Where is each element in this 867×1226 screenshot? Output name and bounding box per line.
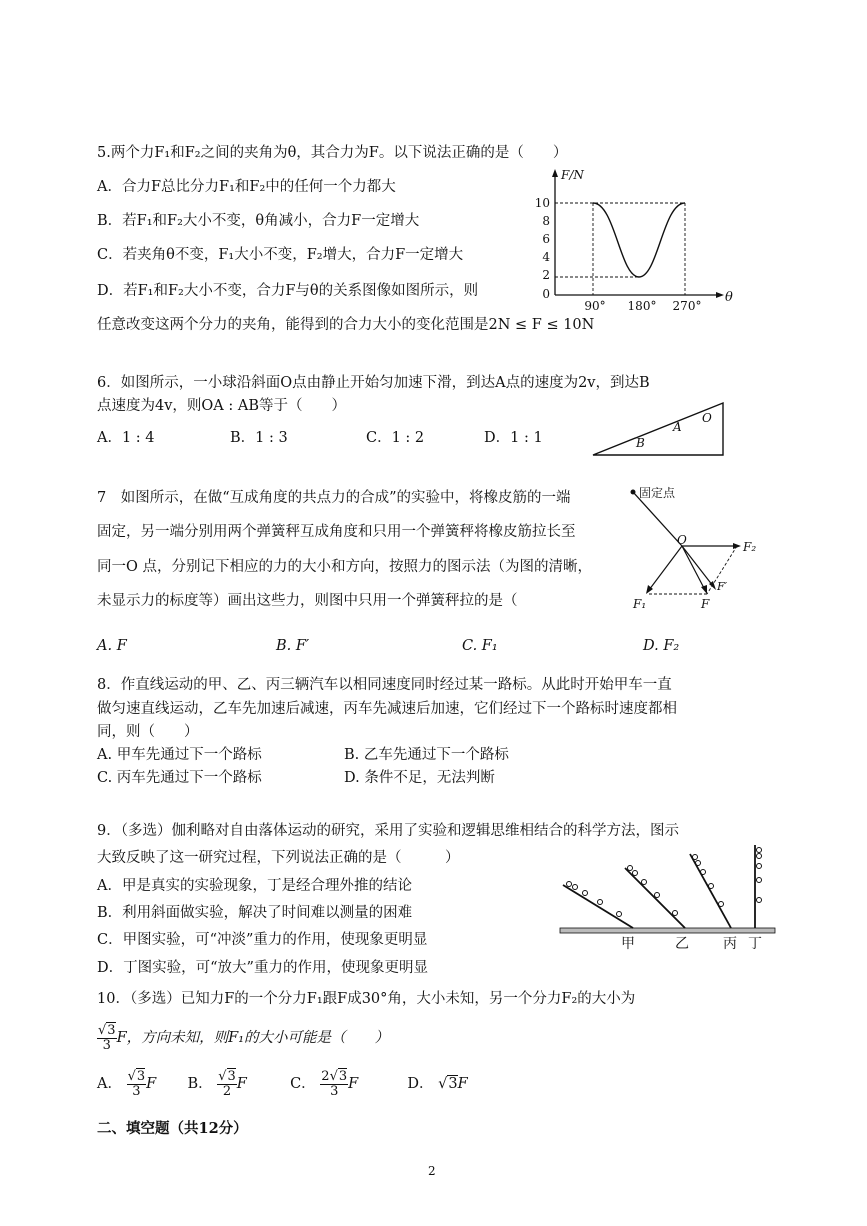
q10-option-a-label: A． bbox=[97, 1076, 122, 1093]
q7-line2: 固定，另一端分别用两个弹簧秤互成角度和只用一个弹簧秤将橡皮筋拉长至 bbox=[97, 524, 576, 540]
q6-option-b: B．1 : 3 bbox=[230, 430, 288, 446]
label-o: O bbox=[677, 533, 687, 547]
q7-force-diagram bbox=[625, 482, 765, 622]
q8-option-a: A. 甲车先通过下一个路标 bbox=[97, 747, 262, 763]
label-yi: 乙 bbox=[675, 936, 689, 952]
q8-option-c: C. 丙车先通过下一个路标 bbox=[97, 770, 262, 786]
q10-line2 bbox=[97, 1024, 389, 1052]
label-f: F bbox=[701, 597, 710, 611]
section-2-title: 二、填空题（共12分） bbox=[97, 1120, 248, 1137]
q7-option-c: C. F₁ bbox=[462, 638, 498, 654]
q7-line4: 未显示力的标度等）画出这些力，则图中只用一个弹簧秤拉的是（ bbox=[97, 593, 518, 609]
y-tick: 10 bbox=[534, 196, 550, 210]
page-number: 2 bbox=[428, 1164, 436, 1178]
q5-graph-xlabel: θ bbox=[725, 290, 733, 305]
y-tick: 6 bbox=[542, 232, 550, 246]
q6-option-a: A．1 : 4 bbox=[97, 430, 155, 446]
q10-options: A． $\frac{√3}{3}$ F B． $\frac{√3}{2}$ F C． $\frac{2√3}{3}$ F D． √3F bbox=[97, 1069, 468, 1099]
x-tick: 180° bbox=[627, 299, 657, 313]
label-jia: 甲 bbox=[621, 936, 635, 952]
q10-option-c-label: C． bbox=[290, 1076, 316, 1093]
q5-stem: 5.两个力F₁和F₂之间的夹角为θ，其合力为F。以下说法正确的是（ ） bbox=[97, 145, 568, 161]
q10-option-b-label: B． bbox=[187, 1076, 213, 1093]
q5-graph-ylabel: F/N bbox=[561, 168, 584, 182]
q10-fraction: $\frac{√3}{3}$ bbox=[98, 1023, 116, 1053]
q5-option-d: D．若F₁和F₂大小不变，合力F与θ的关系图像如图所示，则 bbox=[97, 283, 479, 299]
y-tick: 0 bbox=[542, 287, 550, 301]
q8-option-b: B. 乙车先通过下一个路标 bbox=[344, 747, 509, 763]
q6-incline bbox=[590, 400, 730, 460]
label-bing: 丙 bbox=[723, 936, 737, 952]
q5-option-a: A．合力F总比分力F₁和F₂中的任何一个力都大 bbox=[97, 179, 396, 195]
label-o: O bbox=[702, 411, 712, 425]
x-tick: 90° bbox=[584, 299, 606, 313]
q9-line1: 9．（多选）伽利略对自由落体运动的研究，采用了实验和逻辑思维相结合的科学方法，图示 bbox=[97, 823, 679, 839]
q5-curve bbox=[593, 203, 685, 277]
q5-option-d-cont: 任意改变这两个分力的夹角，能得到的合力大小的变化范围是2N ≤ F ≤ 10N bbox=[97, 317, 595, 333]
q10-line2-text: F，方向未知，则F₁的大小可能是（ ） bbox=[116, 1030, 390, 1047]
q9-galileo-diagram bbox=[555, 840, 780, 955]
q6-line2: 点速度为4v，则OA : AB等于（ ） bbox=[97, 398, 347, 414]
q5-option-c: C．若夹角θ不变，F₁大小不变，F₂增大，合力F一定增大 bbox=[97, 247, 464, 263]
label-b: B bbox=[636, 436, 645, 450]
q9-option-b: B．利用斜面做实验，解决了时间难以测量的困难 bbox=[97, 905, 413, 921]
label-ding: 丁 bbox=[748, 936, 762, 952]
q10-line1: 10．（多选）已知力F的一个分力F₁跟F成30°角，大小未知，另一个分力F₂的大小为 bbox=[97, 991, 636, 1007]
label-f1: F₁ bbox=[633, 597, 647, 611]
q5-option-b: B．若F₁和F₂大小不变，θ角减小，合力F一定增大 bbox=[97, 213, 420, 229]
fixed-point-label: 固定点 bbox=[639, 486, 676, 500]
label-f2: F₂ bbox=[743, 540, 757, 554]
q8-option-d: D. 条件不足，无法判断 bbox=[344, 770, 495, 786]
q7-line1: 7 如图所示，在做“互成角度的共点力的合成”的实验中，将橡皮筋的一端 bbox=[97, 490, 571, 506]
q6-option-c: C．1 : 2 bbox=[366, 430, 425, 446]
label-fprime: F′ bbox=[717, 580, 728, 593]
q7-line3: 同一O 点，分别记下相应的力的大小和方向，按照力的图示法（为图的清晰， bbox=[97, 559, 592, 575]
q7-option-a: A. F bbox=[97, 638, 127, 654]
q10-option-d-label: D． bbox=[407, 1076, 434, 1093]
q8-line2: 做匀速直线运动，乙车先加速后减速，丙车先减速后加速，它们经过下一个路标时速度都相 bbox=[97, 701, 677, 717]
q6-line1: 6．如图所示，一小球沿斜面O点由静止开始匀加速下滑，到达A点的速度为2v，到达B bbox=[97, 375, 650, 391]
q9-option-d: D．丁图实验，可“放大”重力的作用，使现象更明显 bbox=[97, 960, 428, 976]
q8-line1: 8．作直线运动的甲、乙、丙三辆汽车以相同速度同时经过某一路标。从此时开始甲车一直 bbox=[97, 677, 672, 693]
y-tick: 2 bbox=[542, 268, 550, 282]
q9-option-c: C．甲图实验，可“冲淡”重力的作用，使现象更明显 bbox=[97, 932, 428, 948]
q5-graph bbox=[525, 165, 740, 315]
q7-option-d: D. F₂ bbox=[643, 638, 680, 654]
label-a: A bbox=[673, 420, 682, 434]
q6-option-d: D．1 : 1 bbox=[484, 430, 543, 446]
q9-option-a: A．甲是真实的实验现象，丁是经合理外推的结论 bbox=[97, 878, 412, 894]
x-tick: 270° bbox=[672, 299, 702, 313]
q9-line2: 大致反映了这一研究过程，下列说法正确的是（ ） bbox=[97, 850, 460, 866]
y-tick: 8 bbox=[542, 214, 550, 228]
q7-option-b: B. F′ bbox=[276, 638, 310, 654]
q8-line3: 同，则（ ） bbox=[97, 724, 199, 740]
y-tick: 4 bbox=[542, 250, 550, 264]
